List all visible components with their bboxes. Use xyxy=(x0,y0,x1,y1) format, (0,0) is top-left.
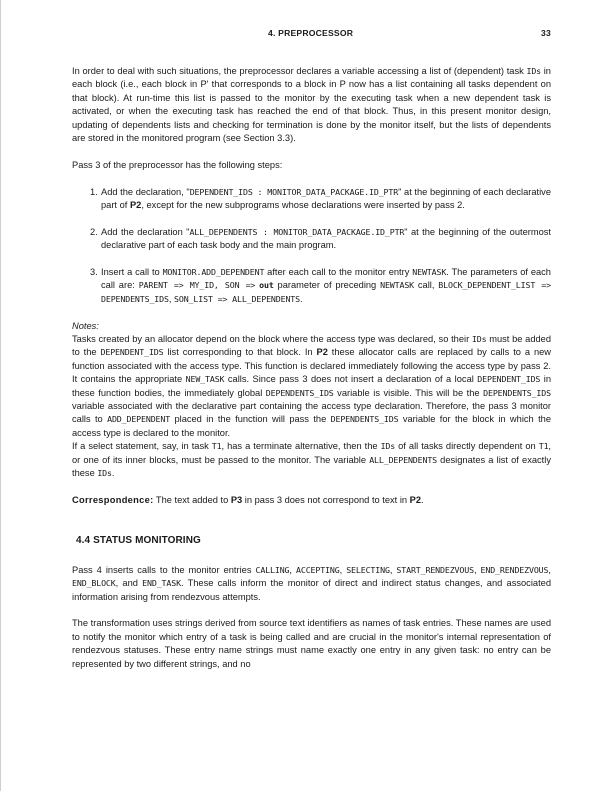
notes-paragraph-1 xyxy=(72,333,551,440)
list-number: 2. xyxy=(90,226,98,237)
bold-code-span: out xyxy=(259,280,274,291)
chapter-title: 4. PREPROCESSOR xyxy=(268,28,354,38)
code-span: CALLING xyxy=(255,564,290,575)
code-span: NEWTASK xyxy=(380,280,415,291)
code-span: END_BLOCK xyxy=(72,578,116,589)
code-span: SON_LIST => ALL_DEPENDENTS xyxy=(174,293,300,304)
correspondence-label: Correspondence: xyxy=(72,494,154,505)
text-span: " at the beginning of each declarative part of xyxy=(101,186,551,211)
text-span: The text added to xyxy=(153,494,231,505)
code-span: DEPENDENT_IDS : MONITOR_DATA_PACKAGE.ID_PTR xyxy=(189,186,399,197)
code-span: START_RENDEZVOUS xyxy=(396,564,474,575)
text-span: variable for the block in which the access type is declared to the monitor. xyxy=(72,414,551,438)
correspondence-paragraph xyxy=(72,494,551,507)
notes-label: Notes: xyxy=(72,320,99,331)
text-span: , or one of its inner blocks, must be passed to the monitor. The variable xyxy=(72,441,552,465)
pass3-intro: Pass 3 of the preprocessor has the following steps: xyxy=(72,159,283,170)
code-span: IDs xyxy=(526,66,542,76)
list-number: 3. xyxy=(90,267,98,278)
text-span: list corresponding to that block. In xyxy=(163,347,317,358)
code-span: DEPENDENTS_IDS xyxy=(265,387,334,398)
code-span: ACCEPTING xyxy=(296,564,340,575)
code-span: T1 xyxy=(538,441,549,452)
text-span: If a select statement, say, in task xyxy=(72,441,212,452)
bold-span: P3 xyxy=(230,494,243,505)
code-span: END_TASK xyxy=(142,578,181,589)
running-header xyxy=(72,28,551,40)
text-span: these allocator calls are replaced by calls to a new function associated with the access type. This function is declared immediately following the access type by pass 2. It contains the appropriate xyxy=(72,347,551,385)
scan-edge-line xyxy=(0,0,1,791)
bold-span: P2 xyxy=(316,347,328,358)
list-item-step-1 xyxy=(72,186,551,213)
text-span: , xyxy=(473,564,481,575)
page-body xyxy=(72,65,551,671)
code-span: IDs xyxy=(97,468,112,479)
list-item-step-2 xyxy=(72,226,551,253)
text-span: in these function bodies, the immediately global xyxy=(72,374,551,398)
text-span: Pass 4 inserts calls to the monitor entries xyxy=(72,564,256,575)
bold-span: P2 xyxy=(409,494,422,505)
code-span: DEPENDENTS_IDS xyxy=(483,387,551,398)
code-span: PARENT => MY_ID, SON => xyxy=(138,280,256,291)
text-span: , has a terminate alternative, then the xyxy=(221,441,381,452)
text-span: Insert a call to xyxy=(101,267,163,278)
code-span: END_RENDEZVOUS xyxy=(480,564,549,575)
text-span: , xyxy=(339,564,347,575)
text-span: of all tasks directly dependent on xyxy=(395,441,539,452)
code-span: SELECTING xyxy=(346,564,390,575)
text-span: , except for the new subprograms whose declarations were inserted by pass 2. xyxy=(141,200,465,211)
text-span: in each block (i.e., each block in P' that corresponds to a block in P now has a list containing all tasks dependent on that block). At run-time this list is passed to the monitor by the executing task when a new dependent task is activated, or when the executing task has reached the end of that block. Thus, in this present monitor design, updating of dependents lists and checking for termination is done by the monitor itself, but the lists of dependents are stored in the monitored program (see Section 3.3). xyxy=(72,66,551,144)
code-span: ALL_DEPENDENTS xyxy=(369,454,438,465)
code-span: DEPENDENT_IDS xyxy=(100,347,164,358)
text-span: " at the beginning of the outermost declarative part of each task body and the main program. xyxy=(101,226,551,251)
text-span: , xyxy=(548,564,551,575)
text-span: Add the declaration " xyxy=(101,226,190,237)
text-span: , xyxy=(289,564,296,575)
text-span: , xyxy=(389,564,397,575)
text-span: call, xyxy=(414,280,439,291)
code-span: NEW_TASK xyxy=(185,374,225,385)
status-monitoring-paragraph-1 xyxy=(72,564,551,604)
code-span: IDs xyxy=(471,334,487,345)
code-span: MONITOR.ADD_DEPENDENT xyxy=(162,267,265,278)
notes-paragraph-2 xyxy=(72,440,551,480)
text-span: after each call to the monitor entry xyxy=(264,267,413,278)
text-span: Tasks created by an allocator depend on the block where the access type was declared, so their xyxy=(72,334,472,345)
list-item-step-3 xyxy=(72,266,551,306)
status-monitoring-paragraph-2: The transformation uses strings derived from source text identifiers as names of task entries. These names are used to notify the monitor which entry of a task is being called and are crucial in the monitor's internal representation of rendezvous statuses. These entry name strings must name exactly one entry in any given task: no entry can be represented by two different strings, and no xyxy=(72,618,551,669)
code-span: DEPENDENT_IDS xyxy=(477,374,541,385)
text-span: designates a list of exactly these xyxy=(72,454,551,479)
text-span: In order to deal with such situations, the preprocessor declares a variable accessing a list of (dependent) task xyxy=(72,66,527,76)
code-span: ADD_DEPENDENT xyxy=(107,414,171,425)
page-number: 33 xyxy=(541,28,551,38)
code-span: IDs xyxy=(380,441,396,452)
text-span: in pass 3 does not correspond to text in xyxy=(242,494,410,505)
bold-span: P2 xyxy=(129,200,142,211)
text-span: . The parameters of each call are: xyxy=(101,267,551,291)
text-span: placed in the function will pass the xyxy=(170,414,331,425)
code-span: ALL_DEPENDENTS : MONITOR_DATA_PACKAGE.ID_PTR xyxy=(189,226,405,237)
code-span: T1 xyxy=(211,441,222,452)
text-span: Add the declaration, " xyxy=(101,186,190,197)
text-span: parameter of preceding xyxy=(273,280,381,291)
text-span: . These calls inform the monitor of direct and indirect status changes, and associated information arising from rendezvous attempts. xyxy=(72,578,551,602)
code-span: NEWTASK xyxy=(412,267,447,278)
code-span: BLOCK_DEPENDENT_LIST => DEPENDENTS_IDS xyxy=(101,280,551,304)
list-number: 1. xyxy=(90,186,98,197)
pass3-steps-list xyxy=(72,186,551,307)
text-span: , and xyxy=(115,578,143,589)
code-span: DEPENDENTS_IDS xyxy=(330,414,399,425)
text-span: variable is visible. This will be the xyxy=(333,387,484,398)
intro-paragraph xyxy=(72,65,551,145)
text-span: , xyxy=(168,293,175,304)
text-span: . xyxy=(300,293,303,304)
text-span: must be added to the xyxy=(72,334,551,358)
text-span: . xyxy=(421,494,424,505)
text-span: variable associated with the declarative part containing the access type declaration. Therefore, the pass 3 monitor calls to xyxy=(72,401,551,425)
text-span: . xyxy=(111,468,115,479)
text-span: calls. Since pass 3 does not insert a declaration of a local xyxy=(224,374,478,385)
section-heading-4-4: 4.4 STATUS MONITORING xyxy=(76,535,201,547)
